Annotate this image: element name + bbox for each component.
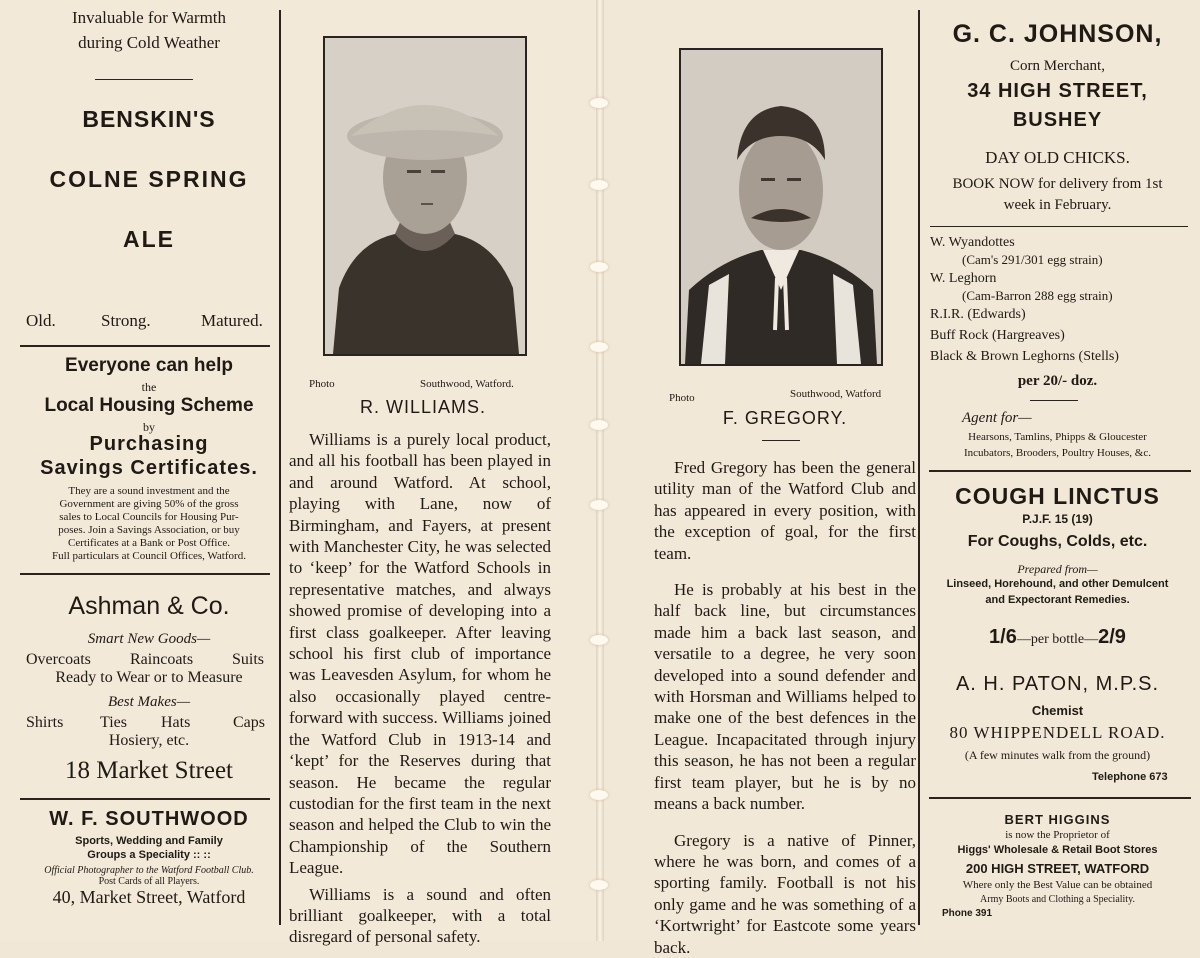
staple-hole [590,98,608,108]
johnson-name: G. C. JOHNSON, [952,20,1163,48]
column-rule [918,10,920,925]
divider [930,226,1188,227]
cough-price-small: 1/6 [989,626,1017,648]
cough-text: and Expectorant Remedies. [985,594,1130,606]
staple-hole [590,420,608,430]
johnson-price: per 20/- doz. [1017,373,1098,389]
housing-heading: Everyone can help [65,355,233,376]
housing-text: the [141,380,157,394]
cough-price-large: 2/9 [1098,626,1126,648]
higgins-address: 200 HIGH STREET, WATFORD [965,861,1150,876]
column-rule [279,10,281,925]
williams-bio-paragraph: Williams is a purely local product, and all his football has been played in and around Watford. At school, playing with Lane, now of Birmingham, and Fayers, at present with Manchester City, he was selected to ‘keep’ for the Watford Schools in representative matches, and always showed promise of developing into a first class goalkeeper. After leaving school his first club of importance was Leavesden Asylum, for whom he also occasionally played centre-forward with success. Williams joined the Watford Club in 1913-14 and ‘kept’ for the Reserves during that season. He became the regular custodian for the first team in the next season and helped the Club to win the Championship of the Southern League. [289,430,551,878]
chemist-text: (A few minutes walk from the ground) [964,748,1151,762]
johnson-breed: Buff Rock (Hargreaves) [930,328,1065,343]
gregory-photo-credit: Southwood, Watford [790,388,882,400]
gregory-photo-credit: Photo [669,392,695,404]
benskins-product: ALE [123,226,175,252]
cough-price [921,626,1194,649]
williams-heading: R. WILLIAMS. [359,397,487,417]
johnson-breed: (Cam-Barron 288 egg strain) [962,288,1113,303]
ashman-text: Ready to Wear or to Measure [55,669,243,686]
divider [762,440,800,441]
housing-text: sales to Local Councils for Housing Pur- [59,511,239,523]
johnson-text: Hearsons, Tamlins, Phipps & Gloucester [968,431,1147,443]
johnson-text: Agent for— [962,410,1032,426]
benskins-name: BENSKIN'S [82,106,216,132]
gregory-bio-paragraph: Fred Gregory has been the general utility man of the Watford Club and has appeared in every position, with the exception of goal, for the first team. [654,458,916,563]
staple-hole [590,790,608,800]
gregory-photo [679,48,883,366]
ashman-text: Best Makes— [107,694,191,710]
cough-text: Linseed, Horehound, and other Demulcent [946,578,1169,590]
southwood-text: Sports, Wedding and Family [75,835,223,847]
johnson-address: BUSHEY [1012,109,1103,131]
ashman-name: Ashman & Co. [68,592,230,620]
ashman-item: Caps [233,714,265,731]
cough-price-unit: —per bottle— [1016,632,1099,647]
divider [20,573,270,575]
housing-text: Government are giving 50% of the gross [59,498,239,510]
southwood-name: W. F. SOUTHWOOD [49,808,249,830]
williams-biography [289,429,551,948]
staple-hole [590,180,608,190]
ashman-item: Ties [100,714,127,731]
southwood-address: 40, Market Street, Watford [52,887,246,907]
johnson-breed: W. Leghorn [930,271,997,286]
staple-hole [590,342,608,352]
divider [95,79,193,80]
gregory-bio-paragraph: Gregory is a native of Pinner, where he was born, and comes of a sporting family. Football is not his only game and he was something of a ‘Kortwright’ for Eastcote some years back. [654,830,916,957]
chemist-text: Chemist [1031,703,1084,718]
benskins-quality: Strong. [101,311,151,330]
higgins-phone: Phone 391 [942,908,993,919]
southwood-text: Official Photographer to the Watford Football Club. [44,865,254,876]
cough-text: Prepared from— [1017,562,1098,576]
southwood-text: Post Cards of all Players. [98,876,200,887]
williams-photo-credit: Photo [309,378,335,390]
johnson-text: week in February. [1003,197,1112,213]
benskins-quality: Matured. [201,311,263,330]
gregory-bio-paragraph: He is probably at his best in the half back line, but circumstances made him a back last season, and versatile to a degree, he very soon developed into a sound defender and with Horsman and Williams helped to make one of the best defences in the League. Incapacitated through injury this season, he has not been a regular first team player, but he is by no means a back number. [654,580,916,814]
johnson-text: Incubators, Brooders, Poultry Houses, &c. [964,447,1151,459]
johnson-address: 34 HIGH STREET, [967,80,1148,102]
divider [20,798,270,800]
housing-text: poses. Join a Savings Association, or buy [58,524,240,536]
johnson-text: Corn Merchant, [1010,58,1105,74]
gregory-biography [654,457,916,958]
johnson-text: DAY OLD CHICKS. [985,148,1130,167]
gregory-heading: F. GREGORY. [722,408,848,428]
housing-heading: Local Housing Scheme [44,395,254,416]
divider [1030,400,1078,401]
divider [929,470,1191,472]
higgins-name: BERT HIGGINS [1004,812,1111,827]
benskins-tagline: Invaluable for Warmth [71,8,227,27]
benskins-tagline: during Cold Weather [78,33,220,52]
housing-heading: Purchasing [89,433,209,455]
staple-hole [590,880,608,890]
higgins-text: Army Boots and Clothing a Speciality. [980,894,1135,905]
housing-text: by [143,420,155,434]
housing-text: Full particulars at Council Offices, Watford. [52,550,246,562]
higgins-text: Higgs' Wholesale & Retail Boot Stores [957,844,1158,856]
divider [20,345,270,347]
chemist-address: 80 WHIPPENDELL ROAD. [949,723,1166,742]
staple-hole [590,635,608,645]
benskins-quality: Old. [26,311,56,330]
johnson-breed: W. Wyandottes [930,235,1015,250]
staple-hole [590,262,608,272]
higgins-text: is now the Proprietor of [1005,829,1110,841]
williams-photo [323,36,527,356]
southwood-text: Groups a Speciality :: :: [87,849,211,861]
housing-text: Certificates at a Bank or Post Office. [68,537,230,549]
johnson-breed: Black & Brown Leghorns (Stells) [930,349,1119,364]
housing-text: They are a sound investment and the [68,485,230,497]
johnson-text: BOOK NOW for delivery from 1st [952,176,1163,192]
higgins-text: Where only the Best Value can be obtained [962,879,1153,891]
staple-hole [590,500,608,510]
ashman-address: 18 Market Street [64,757,233,784]
ashman-item: Hats [161,714,191,731]
johnson-breed: (Cam's 291/301 egg strain) [962,252,1103,267]
ashman-text: Hosiery, etc. [108,732,190,749]
johnson-breed: R.I.R. (Edwards) [930,307,1026,322]
williams-photo-credit: Southwood, Watford. [420,378,514,390]
chemist-phone: Telephone 673 [1092,771,1168,783]
ashman-item: Overcoats [26,651,91,668]
ashman-text: Smart New Goods— [87,631,211,647]
housing-heading: Savings Certificates. [40,457,258,479]
ashman-item: Shirts [26,714,64,731]
ashman-item: Raincoats [130,651,194,668]
cough-text: For Coughs, Colds, etc. [967,533,1148,550]
cough-name: COUGH LINCTUS [955,483,1160,509]
cough-text: P.J.F. 15 (19) [1022,512,1093,526]
williams-bio-paragraph: Williams is a sound and often brilliant goalkeeper, with a total disregard of personal safety. [289,884,551,947]
benskins-product: COLNE SPRING [49,166,249,192]
divider [929,797,1191,799]
chemist-name: A. H. PATON, M.P.S. [955,673,1160,695]
ashman-item: Suits [232,651,265,668]
